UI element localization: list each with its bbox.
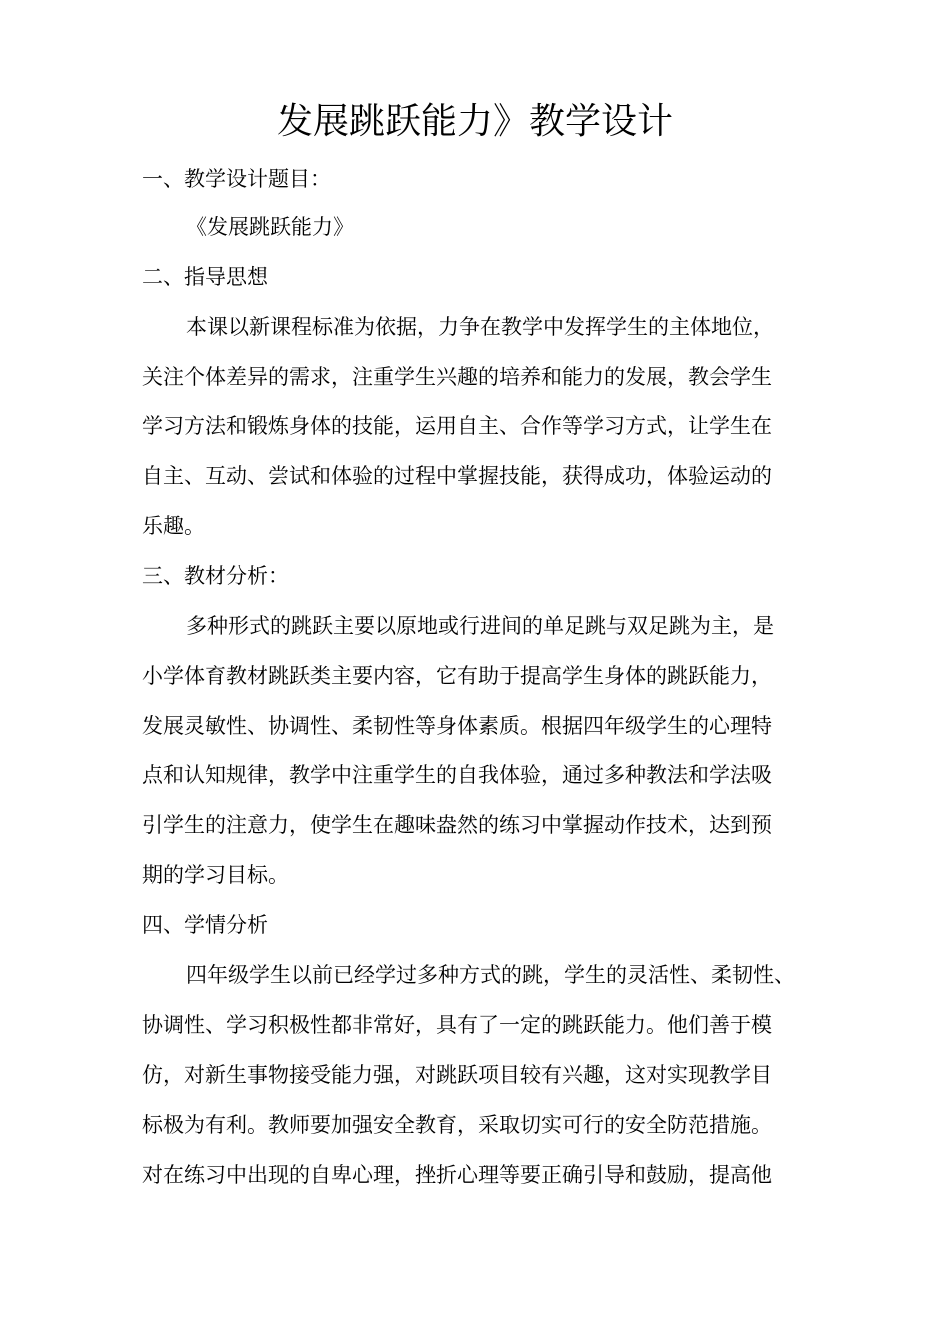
section-heading-3: 三、教材分析：: [142, 564, 289, 588]
paragraph-line: 小学体育教材跳跃类主要内容，它有助于提高学生身体的跳跃能力，: [142, 664, 772, 688]
paragraph-line: 关注个体差异的需求，注重学生兴趣的培养和能力的发展，教会学生: [142, 365, 772, 389]
paragraph-line: 协调性、学习积极性都非常好，具有了一定的跳跃能力。他们善于模: [142, 1013, 772, 1037]
paragraph-line: 仿，对新生事物接受能力强，对跳跃项目较有兴趣，这对实现教学目: [142, 1063, 772, 1087]
paragraph-line: 本课以新课程标准为依据，力争在教学中发挥学生的主体地位，: [186, 315, 774, 339]
paragraph-line: 点和认知规律，教学中注重学生的自我体验，通过多种教法和学法吸: [142, 763, 772, 787]
paragraph-line: 学习方法和锻炼身体的技能，运用自主、合作等学习方式，让学生在: [142, 414, 772, 438]
document-title: 发展跳跃能力》教学设计: [276, 101, 673, 142]
section-heading-4: 四、学情分析: [142, 913, 268, 937]
paragraph-line: 引学生的注意力，使学生在趣味盎然的练习中掌握动作技术，达到预: [142, 813, 772, 837]
paragraph-line: 乐趣。: [142, 514, 205, 538]
paragraph-line: 期的学习目标。: [142, 863, 289, 887]
paragraph-line: 自主、互动、尝试和体验的过程中掌握技能，获得成功，体验运动的: [142, 464, 772, 488]
section-heading-1: 一、教学设计题目：: [142, 167, 331, 191]
paragraph-line: 标极为有利。教师要加强安全教育，采取切实可行的安全防范措施。: [142, 1113, 772, 1137]
paragraph-line: 发展灵敏性、协调性、柔韧性等身体素质。根据四年级学生的心理特: [142, 714, 772, 738]
paragraph-line: 四年级学生以前已经学过多种方式的跳，学生的灵活性、柔韧性、: [186, 963, 795, 987]
paragraph-line: 对在练习中出现的自卑心理，挫折心理等要正确引导和鼓励，提高他: [142, 1163, 772, 1187]
lesson-title-line: 《发展跳跃能力》: [186, 215, 354, 239]
section-heading-2: 二、指导思想: [142, 265, 268, 289]
paragraph-line: 多种形式的跳跃主要以原地或行进间的单足跳与双足跳为主，是: [186, 614, 774, 638]
